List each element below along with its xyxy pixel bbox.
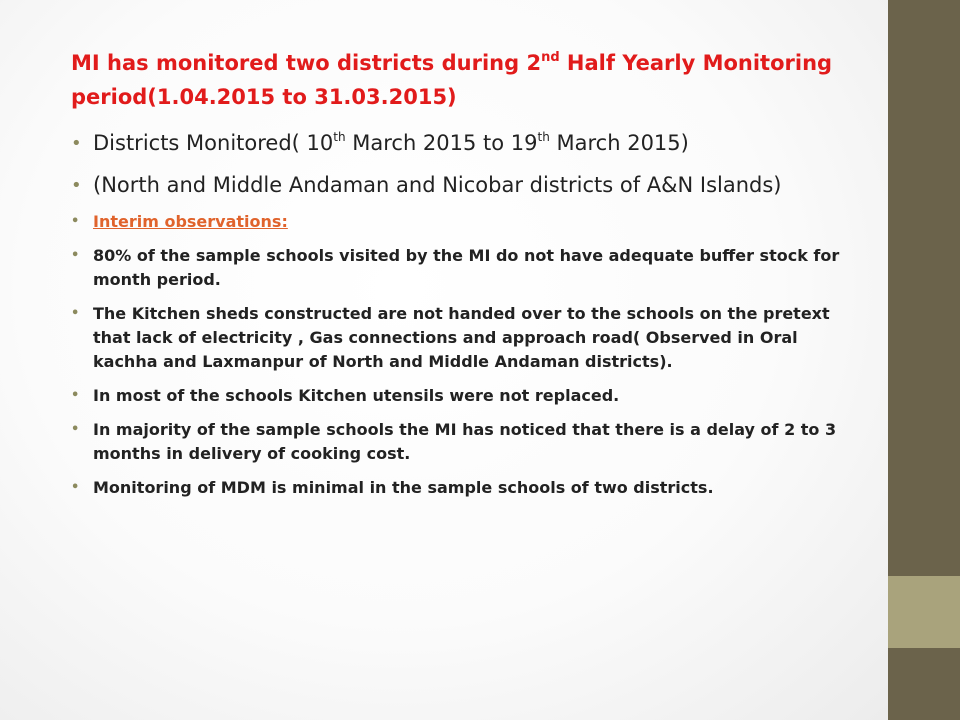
list-item-observation <box>71 302 861 374</box>
bullet-dot-icon: • <box>71 306 80 321</box>
districts-text-c: March 2015) <box>549 131 689 155</box>
list-item-regions <box>71 168 861 202</box>
heading-text-start: MI has monitored two districts during 2 <box>71 51 542 75</box>
districts-sup-1: th <box>333 130 346 144</box>
sidebar-band-middle <box>888 576 960 648</box>
bullet-dot-icon: • <box>71 175 82 196</box>
districts-text-b: March 2015 to 19 <box>345 131 538 155</box>
bullet-dot-icon: • <box>71 214 80 229</box>
bullet-dot-icon: • <box>71 248 80 263</box>
heading-text-end: Half Yearly Monitoring period(1.04.2015 to 31.03.2015) <box>71 51 833 109</box>
list-item-observation <box>71 476 861 500</box>
list-item-interim-label <box>71 210 861 234</box>
list-item-observation <box>71 418 861 466</box>
observation-text: Monitoring of MDM is minimal in the sample schools of two districts. <box>93 478 714 497</box>
list-item-observation <box>71 384 861 408</box>
sidebar-band-top <box>888 0 960 576</box>
list-item-observation <box>71 244 861 292</box>
heading-superscript: nd <box>541 50 560 65</box>
sidebar-band-bottom <box>888 648 960 720</box>
observation-text: The Kitchen sheds constructed are not handed over to the schools on the pretext that lack of electricity , Gas connections and approach road( Observed in Oral kachha and Laxmanpur of North and Middle Andaman districts). <box>93 304 830 371</box>
regions-text: (North and Middle Andaman and Nicobar districts of A&N Islands) <box>93 173 782 197</box>
observation-text: In majority of the sample schools the MI has noticed that there is a delay of 2 to 3 months in delivery of cooking cost. <box>93 420 837 463</box>
bullet-dot-icon: • <box>71 480 80 495</box>
interim-observations-label: Interim observations: <box>93 212 288 231</box>
bullet-list <box>71 126 861 510</box>
bullet-dot-icon: • <box>71 422 80 437</box>
observation-text: In most of the schools Kitchen utensils were not replaced. <box>93 386 620 405</box>
list-item-districts-monitored <box>71 126 861 160</box>
bullet-dot-icon: • <box>71 133 82 154</box>
bullet-dot-icon: • <box>71 388 80 403</box>
districts-text-a: Districts Monitored( 10 <box>93 131 334 155</box>
observation-text: 80% of the sample schools visited by the MI do not have adequate buffer stock for month period. <box>93 246 840 289</box>
slide-heading <box>71 46 871 114</box>
districts-sup-2: th <box>537 130 550 144</box>
